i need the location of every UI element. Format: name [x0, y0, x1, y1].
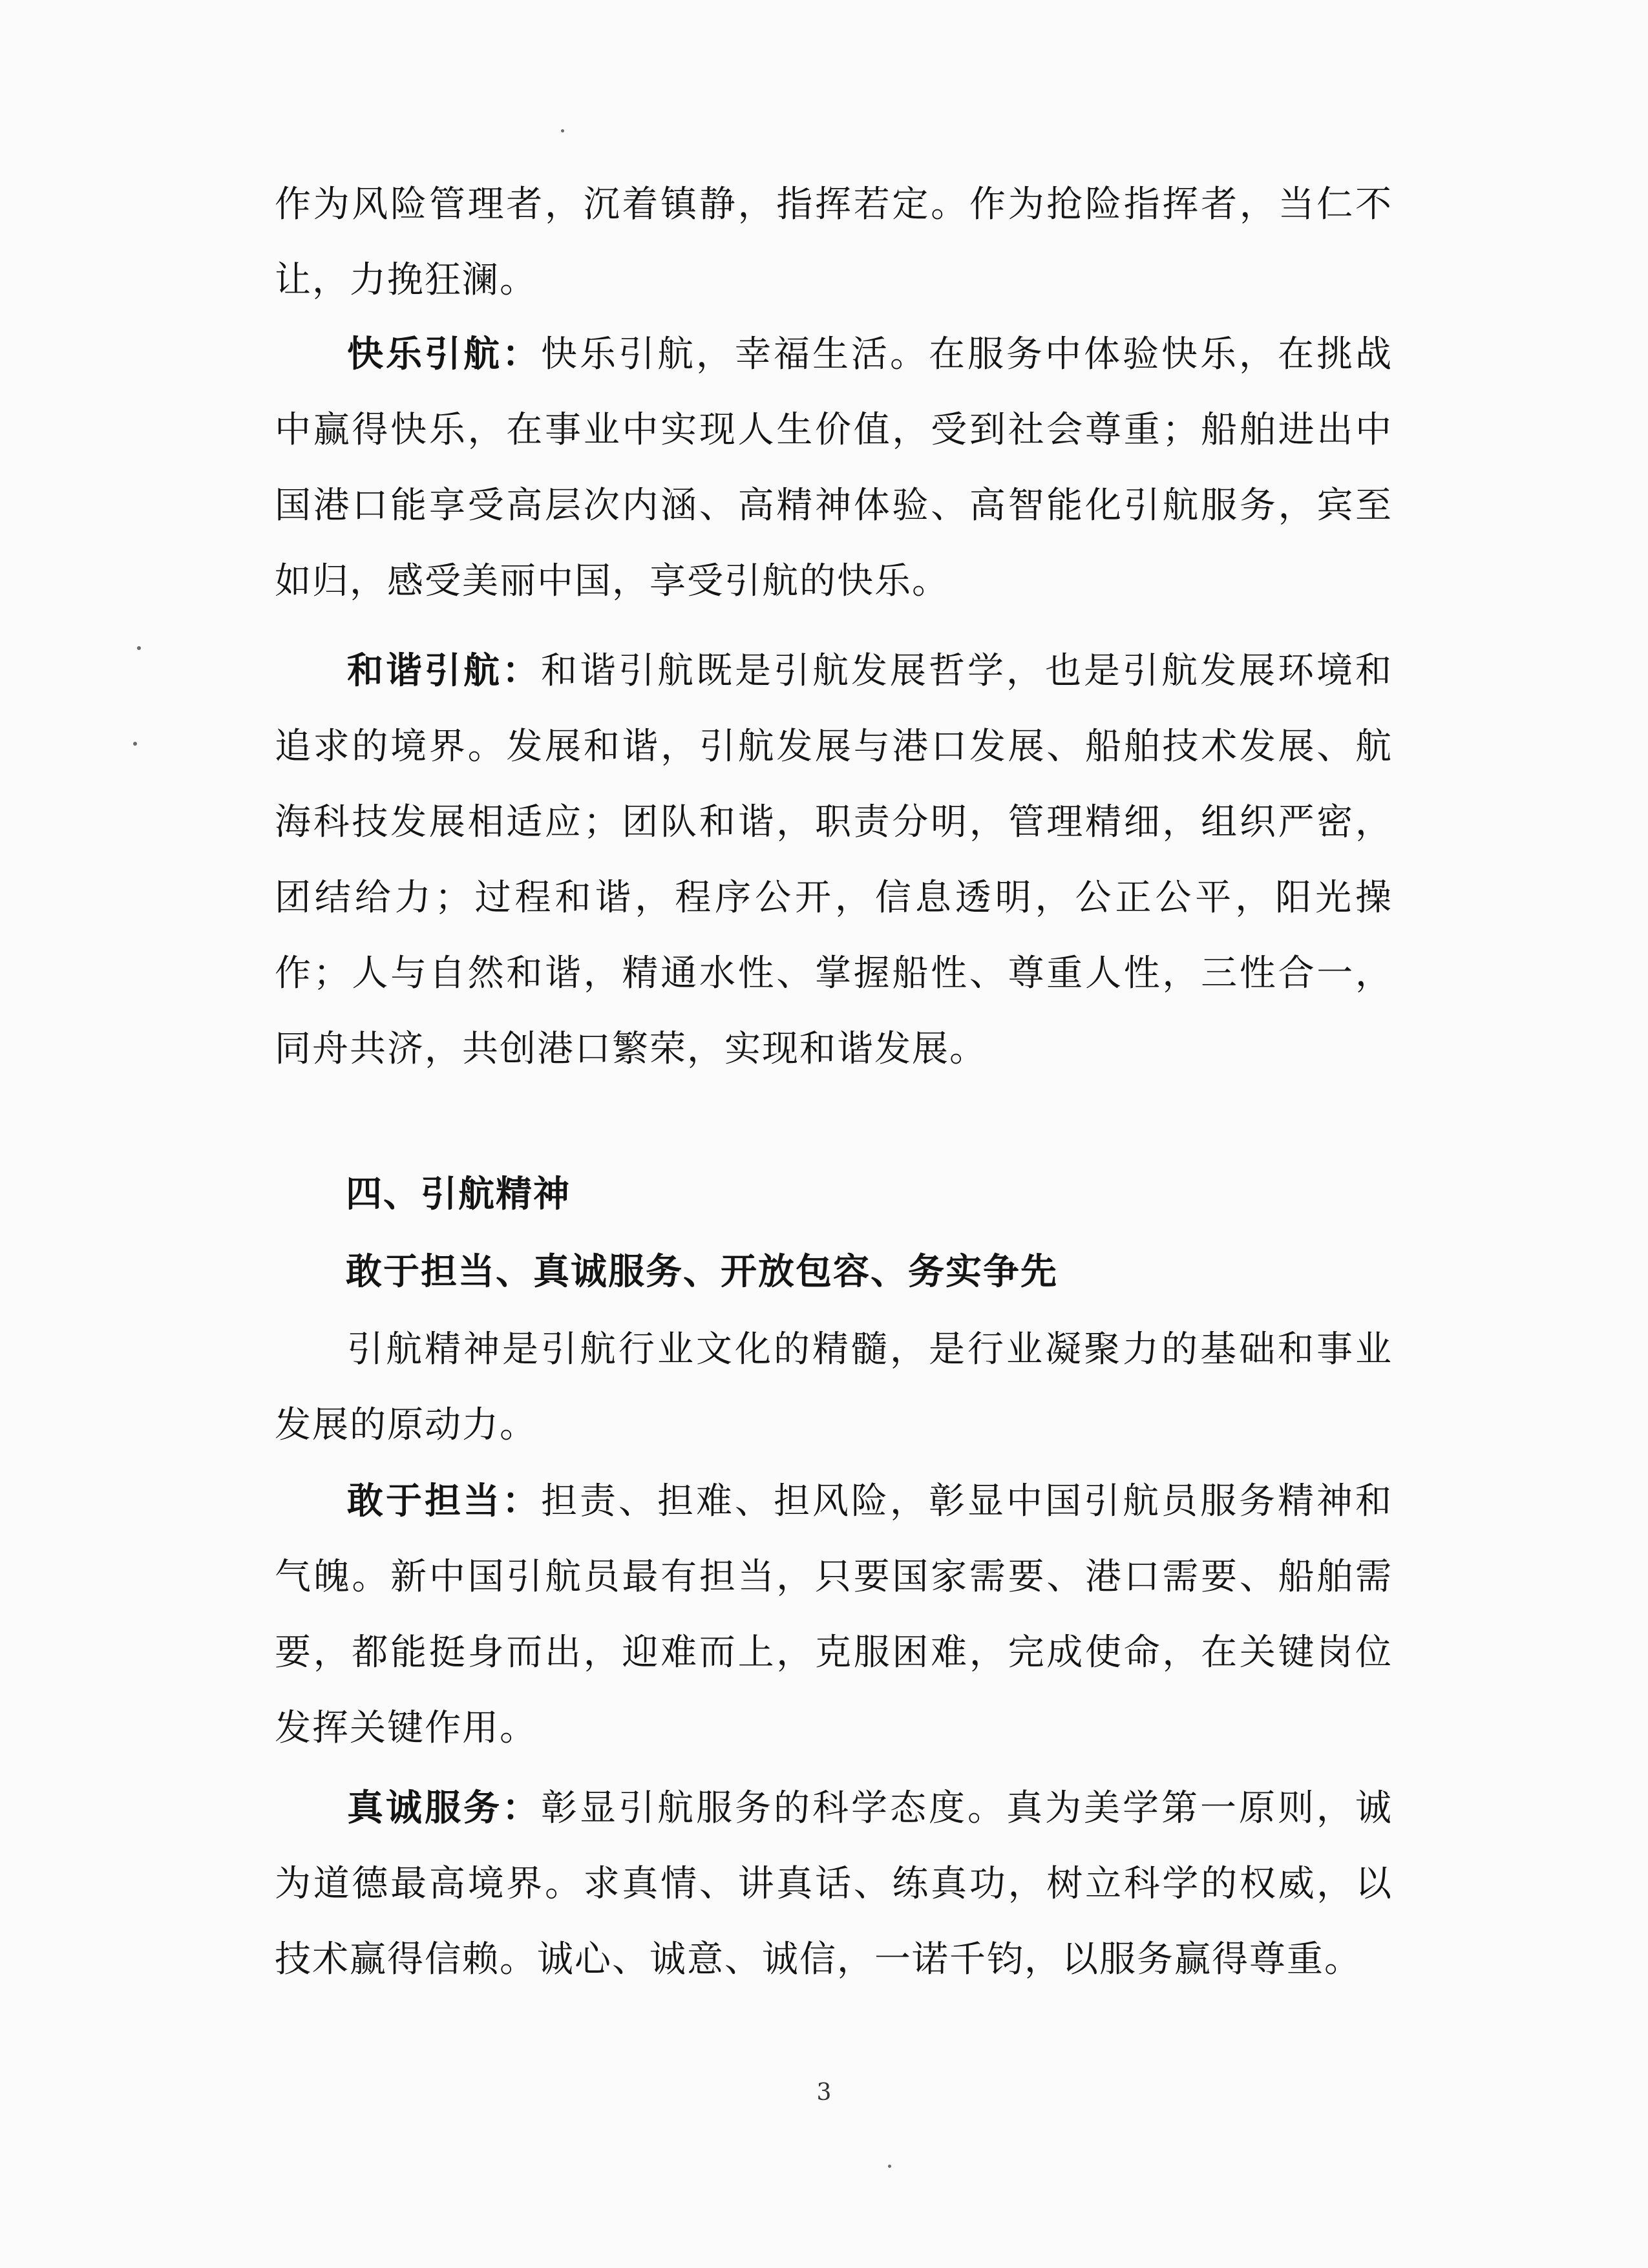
paragraph-text: 引航精神是引航行业文化的精髓，是行业凝聚力的基础和事业发展的原动力。 — [275, 1328, 1393, 1446]
paragraph-lead: 和谐引航： — [347, 649, 541, 692]
paragraph-lead: 敢于担当： — [347, 1480, 541, 1522]
paragraph-text: 担责、担难、担风险，彰显中国引航员服务精神和气魄。新中国引航员最有担当，只要国家需要、港口需要、船舶需要，都能挺身而出，迎难而上，克服困难，完成使命，在关键岗位发挥关键作用。 — [275, 1480, 1393, 1749]
paragraph-text: 快乐引航，幸福生活。在服务中体验快乐，在挑战中赢得快乐，在事业中实现人生价值，受到社会尊重；船舶进出中国港口能享受高层次内涵、高精神体验、高智能化引航服务，宾至如归，感受美丽中国，享受引航的快乐。 — [275, 333, 1393, 602]
paragraph-sincere-service — [275, 1770, 1393, 1997]
paragraph-lead: 快乐引航： — [347, 333, 541, 375]
paragraph-happy-pilotage — [275, 317, 1393, 619]
scan-speck — [888, 2165, 891, 2168]
paragraph-risk-manager — [275, 167, 1393, 318]
scan-speck — [133, 742, 137, 746]
paragraph-lead: 真诚服务： — [347, 1787, 541, 1829]
paragraph-text: 彰显引航服务的科学态度。真为美学第一原则，诚为道德最高境界。求真情、讲真话、练真功，树立科学的权威，以技术赢得信赖。诚心、诚意、诚信，一诺千钧，以服务赢得尊重。 — [275, 1787, 1393, 1980]
section-heading: 四、引航精神 — [346, 1173, 571, 1215]
scan-speck — [561, 129, 564, 132]
paragraph-harmonious-pilotage — [275, 633, 1393, 1087]
paragraph-text: 和谐引航既是引航发展哲学，也是引航发展环境和追求的境界。发展和谐，引航发展与港口发展、船舶技术发展、航海科技发展相适应；团队和谐，职责分明，管理精细，组织严密，团结给力；过程和谐，程序公开，信息透明，公正公平，阳光操作；人与自然和谐，精通水性、掌握船性、尊重人性，三性合一，同舟共济，共创港口繁荣，实现和谐发展。 — [275, 650, 1393, 1070]
page-number: 3 — [816, 2079, 832, 2106]
paragraph-text: 作为风险管理者，沉着镇静，指挥若定。作为抢险指挥者，当仁不让，力挽狂澜。 — [275, 184, 1393, 301]
paragraph-spirit-intro — [275, 1312, 1393, 1463]
paragraph-dare-responsibility — [275, 1464, 1393, 1766]
motto: 敢于担当、真诚服务、开放包容、务实争先 — [346, 1250, 1058, 1293]
scan-speck — [137, 646, 141, 650]
